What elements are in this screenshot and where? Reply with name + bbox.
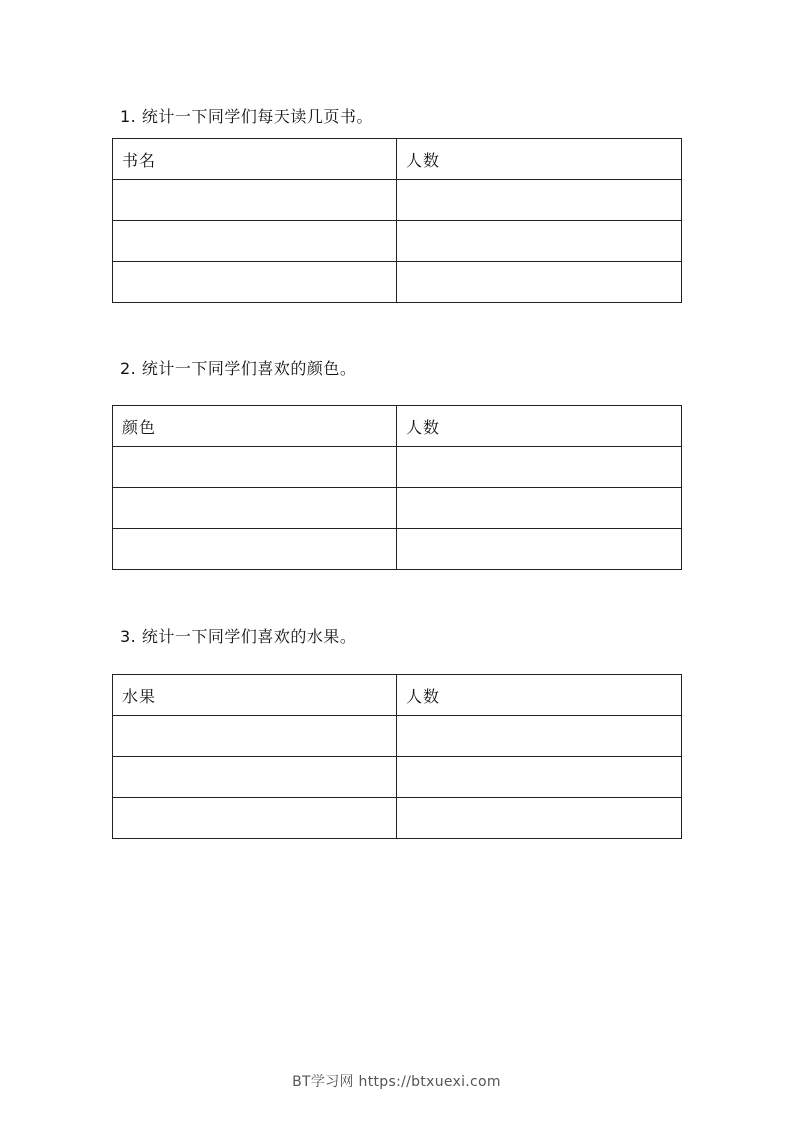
table-row (113, 798, 682, 839)
table-row (113, 262, 682, 303)
table-cell[interactable] (397, 221, 682, 262)
table-cell[interactable] (113, 180, 397, 221)
header-count: 人数 (397, 675, 682, 716)
favorite-fruit-table (112, 674, 682, 839)
reading-pages-table (112, 138, 682, 303)
footer-watermark-text: BT学习网 https://btxuexi.com (292, 1074, 501, 1090)
table-row (113, 221, 682, 262)
question-2-title: 2. 统计一下同学们喜欢的颜色。 (120, 359, 357, 378)
table-row (113, 757, 682, 798)
table-cell[interactable] (113, 447, 397, 488)
table-header-row (113, 675, 682, 716)
table-header-row (113, 139, 682, 180)
table-cell[interactable] (113, 488, 397, 529)
header-count: 人数 (397, 139, 682, 180)
favorite-color-table (112, 405, 682, 570)
table-row (113, 180, 682, 221)
table-cell[interactable] (113, 798, 397, 839)
header-book-name: 书名 (113, 139, 397, 180)
table-row (113, 447, 682, 488)
table-cell[interactable] (397, 716, 682, 757)
question-3-title: 3. 统计一下同学们喜欢的水果。 (120, 627, 357, 646)
table-row (113, 716, 682, 757)
table-cell[interactable] (113, 529, 397, 570)
table-cell[interactable] (397, 447, 682, 488)
header-count: 人数 (397, 406, 682, 447)
table-cell[interactable] (397, 488, 682, 529)
table-row (113, 529, 682, 570)
table-cell[interactable] (397, 180, 682, 221)
table-row (113, 488, 682, 529)
table-cell[interactable] (113, 757, 397, 798)
table-cell[interactable] (397, 757, 682, 798)
table-cell[interactable] (397, 529, 682, 570)
table-cell[interactable] (113, 221, 397, 262)
header-fruit: 水果 (113, 675, 397, 716)
question-1-title: 1. 统计一下同学们每天读几页书。 (120, 107, 373, 126)
table-cell[interactable] (113, 262, 397, 303)
table-cell[interactable] (397, 262, 682, 303)
table-cell[interactable] (113, 716, 397, 757)
table-cell[interactable] (397, 798, 682, 839)
header-color: 颜色 (113, 406, 397, 447)
table-header-row (113, 406, 682, 447)
